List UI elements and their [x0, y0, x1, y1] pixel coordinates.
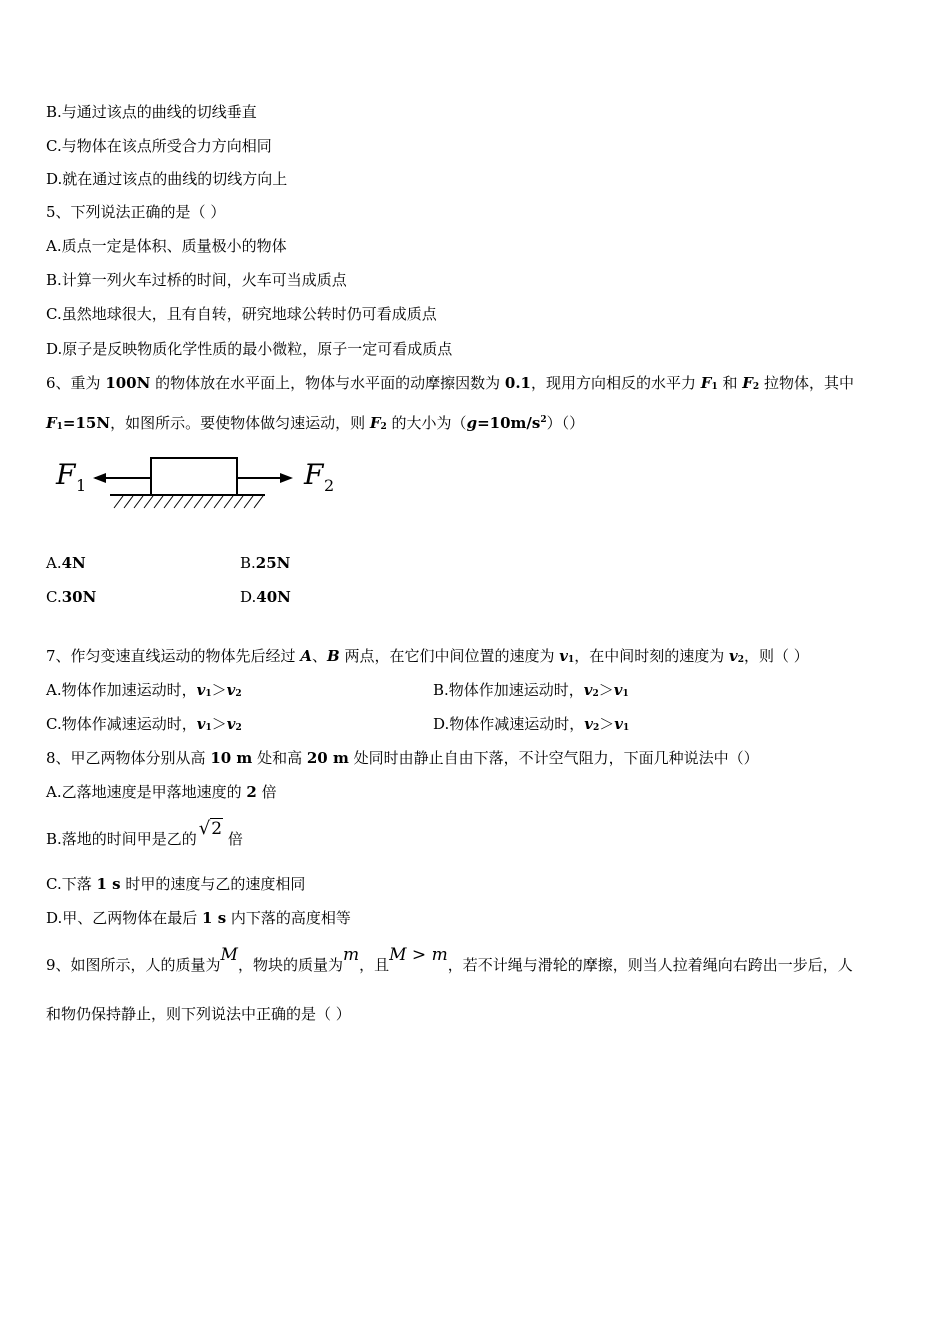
- q6-stem-line2: $F_1=15N$，如图所示。要使物体做匀速运动，则 $F_2$ 的大小为$(g=10m/s^2)()$: [46, 414, 585, 432]
- inequality: M > m: [389, 945, 448, 965]
- f2-subscript: 2: [324, 476, 335, 495]
- q5-stem: 5、下列说法正确的是（ ）: [46, 203, 226, 221]
- force-diagram: [50, 448, 350, 514]
- q6-option-d: D.40N: [240, 588, 291, 606]
- q5-option-d: D.原子是反映物质化学性质的最小微粒，原子一定可看成质点: [46, 340, 453, 358]
- q6-option-b: B.25N: [240, 554, 291, 572]
- f2-label: F: [304, 458, 324, 491]
- q7-option-b: B.物体作加速运动时，$v_2>v_1$: [433, 681, 629, 699]
- sqrt-expression: √2: [198, 818, 223, 839]
- q5-option-a: A.质点一定是体积、质量极小的物体: [46, 237, 287, 255]
- q8-option-b: B.落地的时间甲是乙的 √2 倍: [46, 818, 243, 848]
- ground-hatching: [114, 496, 263, 508]
- f1-subscript: 1: [76, 476, 87, 495]
- f2-arrowhead: [280, 473, 293, 483]
- q7-option-a: A.物体作加速运动时，$v_1>v_2$: [46, 681, 242, 699]
- q8-stem: 8、甲乙两物体分别从高 10 m 处和高 20 m 处同时由静止自由下落，不计空气阻力，下面几种说法中（）: [46, 749, 759, 767]
- block: [151, 458, 237, 495]
- q8-option-a: A.乙落地速度是甲落地速度的 2 倍: [46, 783, 277, 801]
- q9-stem-line2: 和物仍保持静止，则下列说法中正确的是（ ）: [46, 1005, 351, 1023]
- q6-option-c: C.30N: [46, 588, 97, 606]
- q7-option-d: D.物体作减速运动时，$v_2>v_1$: [433, 715, 630, 733]
- q7-stem: 7、作匀变速直线运动的物体先后经过 A、B 两点，在它们中间位置的速度为 $v_1$，在中间时刻的速度为 $v_2$，则（ ）: [46, 647, 809, 665]
- q4-option-b: B.与通过该点的曲线的切线垂直: [46, 103, 257, 121]
- q4-option-d: D.就在通过该点的曲线的切线方向上: [46, 170, 288, 188]
- q8-option-d: D.甲、乙两物体在最后 1 s 内下落的高度相等: [46, 909, 351, 927]
- f1-label: F: [56, 458, 76, 491]
- mass-m: m: [342, 945, 360, 965]
- q7-option-c: C.物体作减速运动时，$v_1>v_2$: [46, 715, 242, 733]
- q4-option-c: C.与物体在该点所受合力方向相同: [46, 137, 272, 155]
- q6-stem-line1: 6、重为 100N 的物体放在水平面上，物体与水平面的动摩擦因数为 0.1，现用方向相反的水平力 $F_1$ 和 $F_2$ 拉物体，其中: [46, 374, 854, 392]
- q6-option-a: A.4N: [46, 554, 86, 572]
- q9-stem-line1: 9、如图所示，人的质量为M，物块的质量为m，且M > m，若不计绳与滑轮的摩擦，则当人拉着绳向右跨出一步后，人: [46, 945, 853, 974]
- f1-arrowhead: [93, 473, 106, 483]
- q5-option-b: B.计算一列火车过桥的时间，火车可当成质点: [46, 271, 347, 289]
- mass-M: M: [220, 945, 238, 965]
- q5-option-c: C.虽然地球很大，且有自转，研究地球公转时仍可看成质点: [46, 305, 437, 323]
- q8-option-c: C.下落 1 s 时甲的速度与乙的速度相同: [46, 875, 306, 893]
